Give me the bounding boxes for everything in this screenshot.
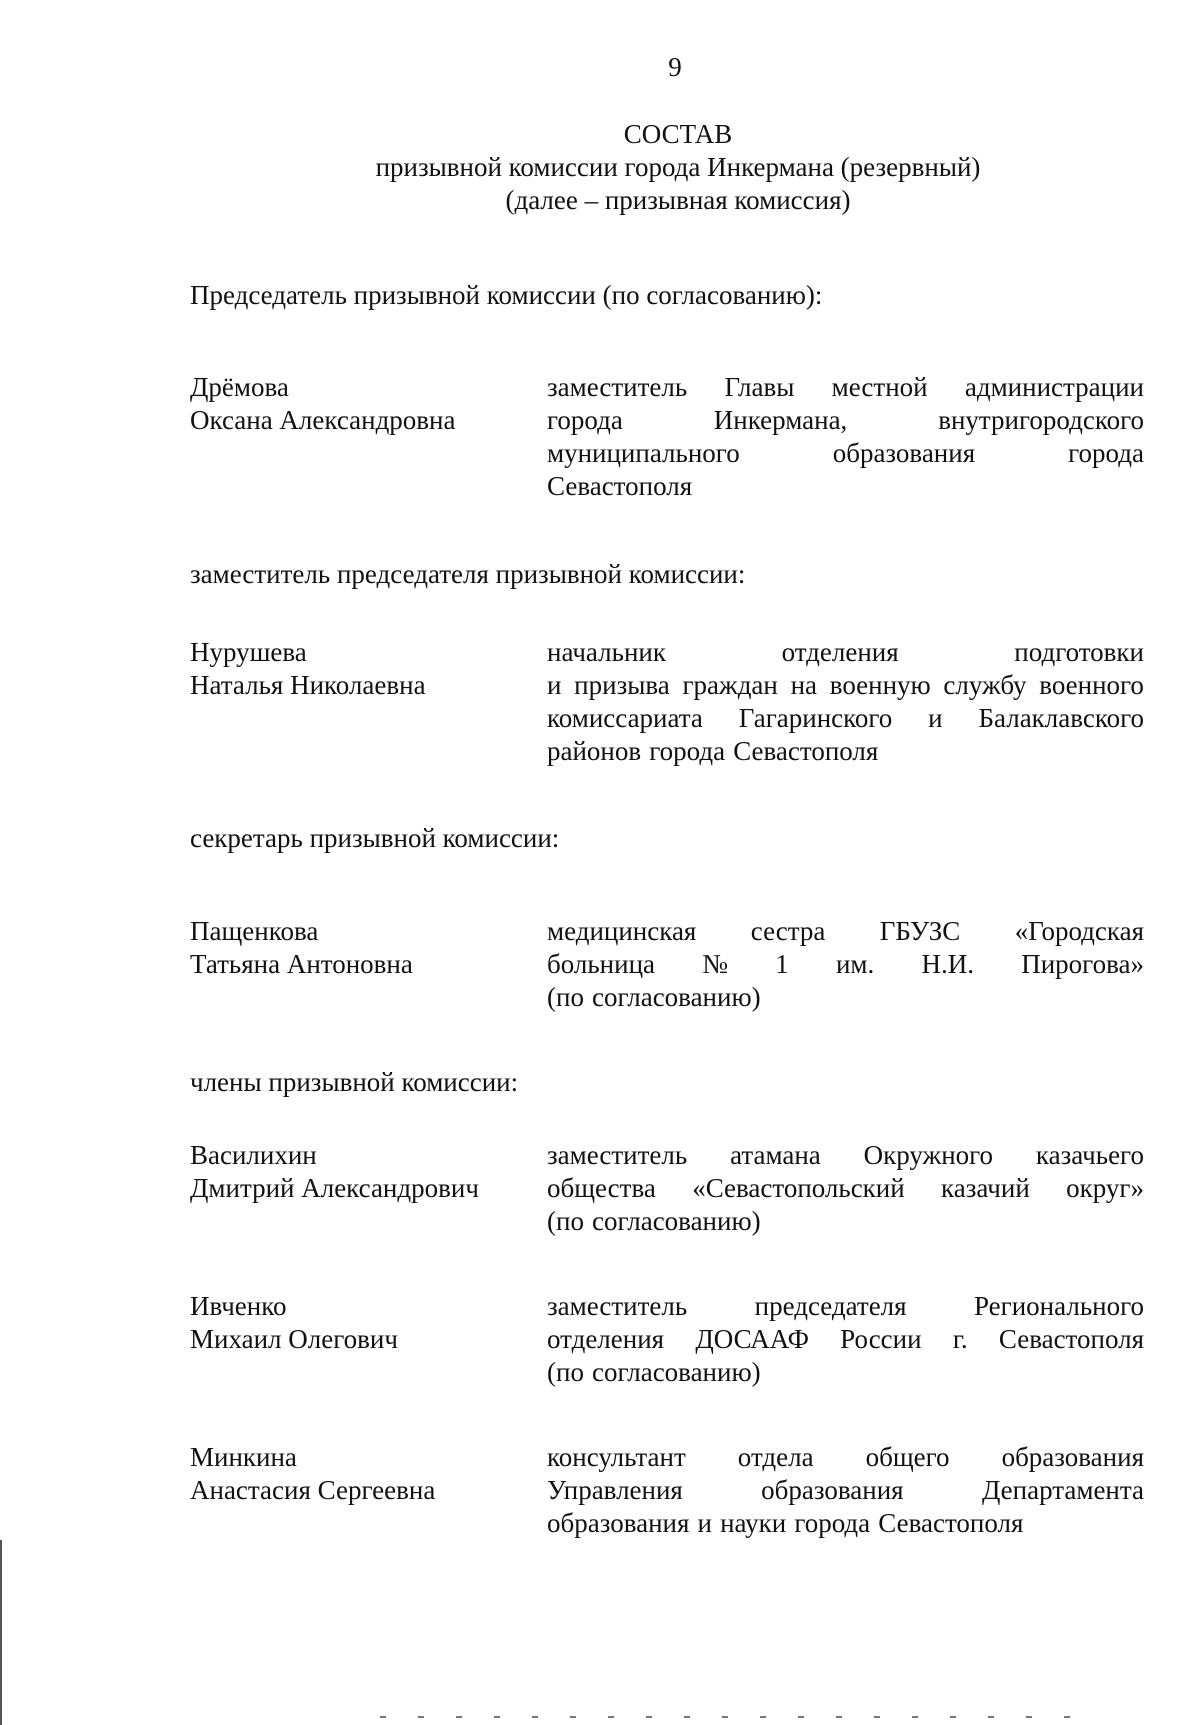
member-surname: Ивченко [190,1291,287,1321]
member-post-line: Управления образования Департамента [547,1475,1144,1505]
chairman-heading: Председатель призывной комиссии (по согласованию): [190,280,823,310]
member-post-line: Севастополя [547,471,693,501]
member-post [547,1441,1144,1540]
title-line-1: СОСТАВ [623,119,733,149]
member-post-line: заместитель Главы местной администрации [547,372,1144,402]
deputy-heading: заместитель председателя призывной комиссии: [190,559,746,589]
member-post-line: консультант отдела общего образования [547,1442,1144,1472]
member-given-names: Михаил Олегович [190,1324,398,1354]
member-surname: Минкина [190,1442,297,1472]
members-heading: члены призывной комиссии: [190,1067,519,1097]
member-name [190,1139,520,1205]
member-post-line: начальник отделения подготовки [547,637,1144,667]
member-post [547,1290,1144,1389]
member-post-line: общества «Севастопольский казачий округ» [547,1173,1144,1203]
member-post-line: города Инкермана, внутригородского [547,405,1144,435]
member-post-line: образования и науки города Севастополя [547,1508,1024,1538]
member-name [190,1441,520,1507]
page-number: 9 [668,52,682,82]
member-post-line: заместитель председателя Регионального [547,1291,1144,1321]
member-post-line: (по согласованию) [547,982,761,1012]
member-given-names: Анастасия Сергеевна [190,1475,436,1505]
member-name [190,636,520,702]
scan-edge-mark [0,1540,2,1725]
member-name [190,371,520,437]
member-post [547,915,1144,1014]
title-line-2: призывной комиссии города Инкермана (резервный) [375,152,981,182]
member-surname: Василихин [190,1140,317,1170]
member-post [547,1139,1144,1238]
member-post-line: отделения ДОСААФ России г. Севастополя [547,1324,1144,1354]
member-post [547,636,1144,768]
member-post-line: муниципального образования города [547,438,1144,468]
member-surname: Нурушева [190,637,307,667]
member-post-line: (по согласованию) [547,1206,761,1236]
member-given-names: Оксана Александровна [190,405,456,435]
member-name [190,915,520,981]
title-line-3: (далее – призывная комиссия) [505,185,851,215]
member-name [190,1290,520,1356]
scan-bottom-mark [380,1716,1080,1718]
secretary-heading: секретарь призывной комиссии: [190,823,560,853]
document-title [320,118,1036,217]
member-post-line: (по согласованию) [547,1357,761,1387]
member-post-line: комиссариата Гагаринского и Балаклавского [547,703,1144,733]
member-surname: Пащенкова [190,916,319,946]
member-given-names: Татьяна Антоновна [190,949,413,979]
member-given-names: Дмитрий Александрович [190,1173,479,1203]
member-post-line: медицинская сестра ГБУЗС «Городская [547,916,1144,946]
member-given-names: Наталья Николаевна [190,670,426,700]
member-post-line: районов города Севастополя [547,736,879,766]
member-surname: Дрёмова [190,372,289,402]
member-post-line: больница № 1 им. Н.И. Пирогова» [547,949,1144,979]
member-post [547,371,1144,503]
member-post-line: и призыва граждан на военную службу военного [547,670,1144,700]
member-post-line: заместитель атамана Окружного казачьего [547,1140,1144,1170]
